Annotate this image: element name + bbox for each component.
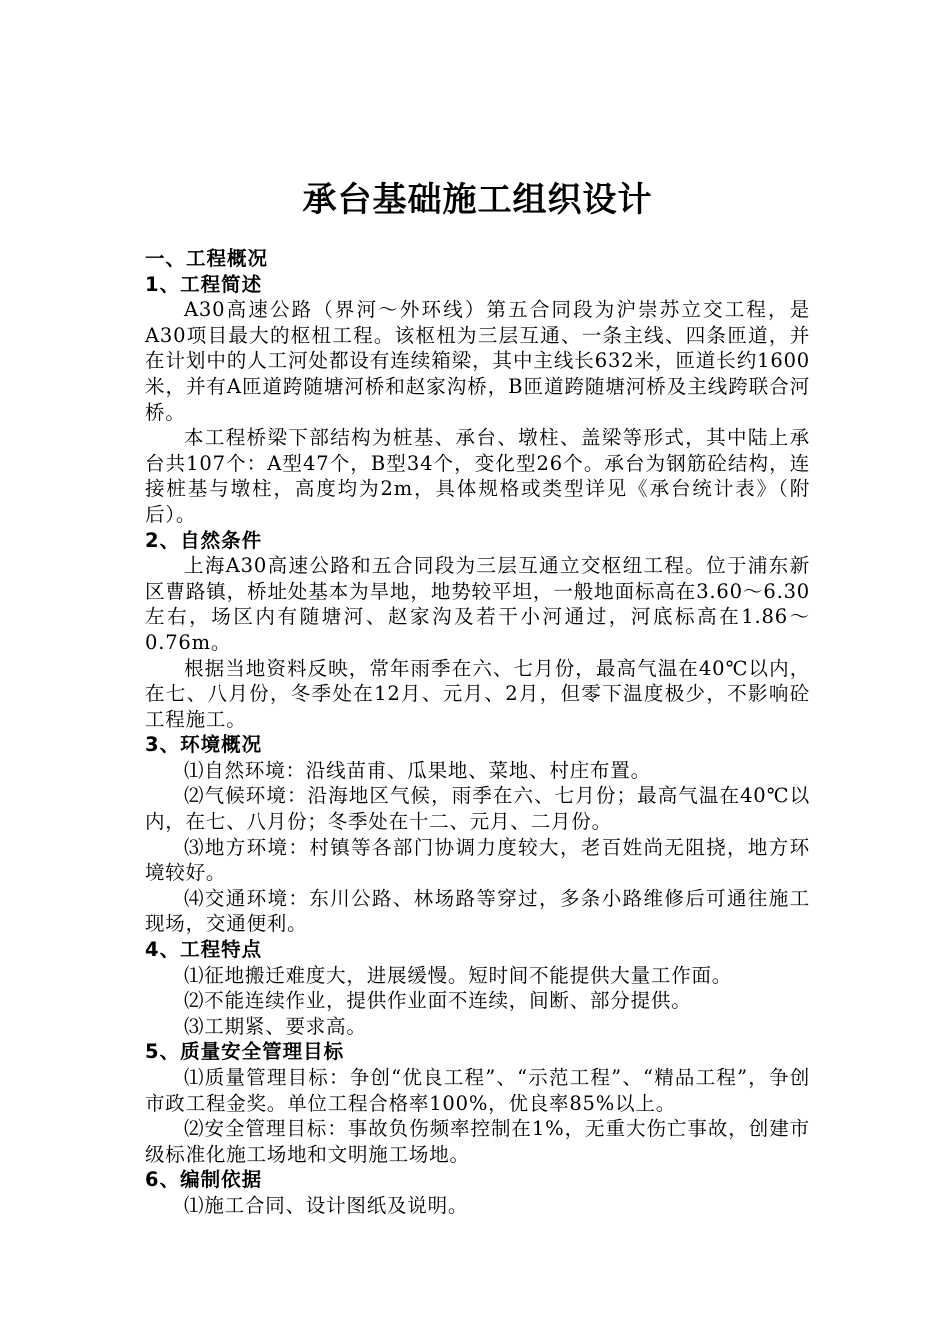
list-item-features-3: ⑶工期紧、要求高。 xyxy=(184,1014,367,1038)
list-item-environment-1: ⑴自然环境：沿线苗甫、瓜果地、菜地、村庄布置。 xyxy=(184,758,651,782)
paragraph-brief-2: 本工程桥梁下部结构为桩基、承台、墩柱、盖梁等形式，其中陆上承台共107个：A型47个，B型34个，变化型26个。承台为钢筋砼结构，连接桩基与墩柱，高度均为2m，具体规格或类型详见《承台统计表》（附后）。 xyxy=(145,426,810,526)
subsection-heading-quality-safety: 5、质量安全管理目标 xyxy=(145,1040,345,1064)
subsection-heading-features: 4、工程特点 xyxy=(145,938,263,962)
subsection-heading-brief: 1、工程简述 xyxy=(145,272,263,296)
list-item-environment-4: ⑷交通环境：东川公路、林场路等穿过，多条小路维修后可通往施工现场，交通便利。 xyxy=(145,886,810,936)
list-item-quality-1: ⑴质量管理目标：争创“优良工程”、“示范工程”、“精品工程”，争创市政工程金奖。单位工程合格率100%，优良率85%以上。 xyxy=(145,1066,810,1115)
paragraph-natural-2: 根据当地资料反映，常年雨季在六、七月份，最高气温在40℃以内，在七、八月份，冬季处在12月、元月、2月，但零下温度极少，不影响砼工程施工。 xyxy=(145,656,810,731)
paragraph-brief-1: A30高速公路（界河～外环线）第五合同段为沪崇苏立交工程，是A30项目最大的枢杻工程。该枢杻为三层互通、一条主线、四条匝道，并在计划中的人工河处都设有连续箱梁，其中主线长632米，匝道长约1600米，并有A匝道跨随塘河桥和赵家沟桥，B匝道跨随塘河桥及主线跨联合河桥。 xyxy=(145,298,810,424)
subsection-heading-natural-conditions: 2、自然条件 xyxy=(145,528,263,552)
list-item-environment-3: ⑶地方环境：村镇等各部门协调力度较大，老百姓尚无阻挠，地方环境较好。 xyxy=(145,835,810,885)
subsection-heading-basis: 6、编制依据 xyxy=(145,1168,263,1192)
subsection-heading-environment: 3、环境概况 xyxy=(145,733,263,757)
list-item-quality-2: ⑵安全管理目标：事故负伤频率控制在1%，无重大伤亡事故，创建市级标准化施工场地和文明施工场地。 xyxy=(145,1117,810,1166)
paragraph-natural-1: 上海A30高速公路和五合同段为三层互通立交枢纽工程。位于浦东新区曹路镇，桥址处基本为旱地，地势较平坦，一般地面标高在3.60～6.30左右，场区内有随塘河、赵家沟及若干小河通过，河底标高在1.86～0.76m。 xyxy=(145,554,810,654)
list-item-features-2: ⑵不能连续作业，提供作业面不连续，间断、部分提供。 xyxy=(184,989,692,1013)
list-item-basis-1: ⑴施工合同、设计图纸及说明。 xyxy=(184,1193,469,1217)
list-item-features-1: ⑴征地搬迁难度大，进展缓慢。短时间不能提供大量工作面。 xyxy=(184,963,733,987)
document-title: 承台基础施工组织设计 xyxy=(302,180,653,220)
section-heading-overview: 一、工程概况 xyxy=(145,247,269,270)
list-item-environment-2: ⑵气候环境：沿海地区气候，雨季在六、七月份；最高气温在40℃以内，在七、八月份；冬季处在十二、元月、二月份。 xyxy=(145,784,810,834)
document-body xyxy=(145,246,810,1219)
